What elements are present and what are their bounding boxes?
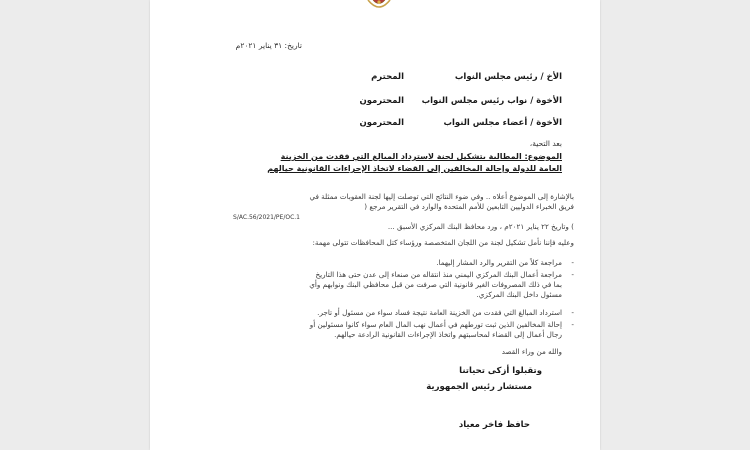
para1-line-2: فريق الخبراء الدوليين التابعين للأمم المتحدة والوارد في التقرير مرجع ( bbox=[364, 202, 574, 211]
bullet-3-dash: - bbox=[571, 308, 574, 317]
honorific-3: المحترمون bbox=[359, 118, 404, 128]
honorific-2: المحترمون bbox=[359, 96, 404, 106]
greeting: بعد التحية، bbox=[529, 139, 562, 148]
addressee-3: الأخوة / أعضاء مجلس النواب bbox=[443, 118, 562, 128]
bullet-4-dash: - bbox=[571, 320, 574, 329]
bullet-3: استرداد المبالغ التي فقدت من الخزينة العامة نتيجة فساد سواء من مسئول أو تاجر. bbox=[317, 308, 562, 317]
letter-date: تاريخ: ٣١ يناير ٢٠٢١م bbox=[235, 41, 302, 50]
bullet-2-line-1: مراجعة أعمال البنك المركزي اليمني منذ انتقاله من صنعاء إلى عدن حتى هذا التاريخ bbox=[315, 270, 562, 279]
addressee-1: الأخ / رئيس مجلس النواب bbox=[454, 72, 562, 82]
bullet-2-line-3: مسئول داخل البنك المركزي. bbox=[476, 290, 562, 299]
para2: وعليه فإننا نأمل تشكيل لجنة من اللجان المتخصصة ورؤساء كتل المحافظات تتولى مهمة: bbox=[312, 238, 574, 247]
bullet-4-line-2: رجال أعمال إلى القضاء لمحاسبتهم واتخاذ الإجراءات القانونية الرادعة حيالهم. bbox=[334, 330, 562, 339]
bullet-2-dash: - bbox=[571, 270, 574, 279]
closing-line-2: وتقبلوا أزكى تحياتنا bbox=[459, 366, 542, 376]
subject-line-2: العامة للدولة وإحالة المخالفين إلى القضاء لاتخاذ الإجراءات القانونية حيالهم bbox=[267, 164, 562, 173]
para1-line-3: ) وتاريخ ٢٢ يناير ٢٠٢١م ، ورد محافظ البنك المركزي الأسبق ... bbox=[387, 222, 574, 231]
para1-line-1: بالإشارة إلى الموضوع أعلاه .. وفي ضوء النتائج التي توصلت إليها لجنة العقوبات ممثلة في bbox=[309, 192, 574, 201]
subject-line-1: الموضوع: المطالبة بتشكيل لجنة لاسترداد المبالغ التي فقدت من الخزينة bbox=[280, 152, 562, 161]
emblem-icon bbox=[366, 0, 392, 10]
bullet-2-line-2: بما في ذلك المصروفات الغير قانونية التي صرفت من قبل محافظي البنك ونوابهم وأي bbox=[309, 280, 562, 289]
honorific-1: المحترم bbox=[371, 72, 404, 82]
addressee-2: الأخوة / نواب رئيس مجلس النواب bbox=[421, 96, 562, 106]
signer-title: مستشار رئيس الجمهورية bbox=[426, 382, 532, 392]
bullet-1-dash: - bbox=[571, 258, 574, 267]
bullet-1: مراجعة كلاً من التقرير والرد المشار إليهما. bbox=[436, 258, 562, 267]
bullet-4-line-1: إحالة المخالفين الذين ثبت تورطهم في أعمال نهب المال العام سواء كانوا مسئولين أو bbox=[309, 320, 562, 329]
signer-name: حافظ فاخر معياد bbox=[458, 420, 530, 430]
letter-page bbox=[150, 0, 600, 450]
closing-line-1: والله من وراء القصد bbox=[501, 347, 562, 356]
report-reference: S/AC.56/2021/PE/OC.1 bbox=[233, 214, 300, 221]
